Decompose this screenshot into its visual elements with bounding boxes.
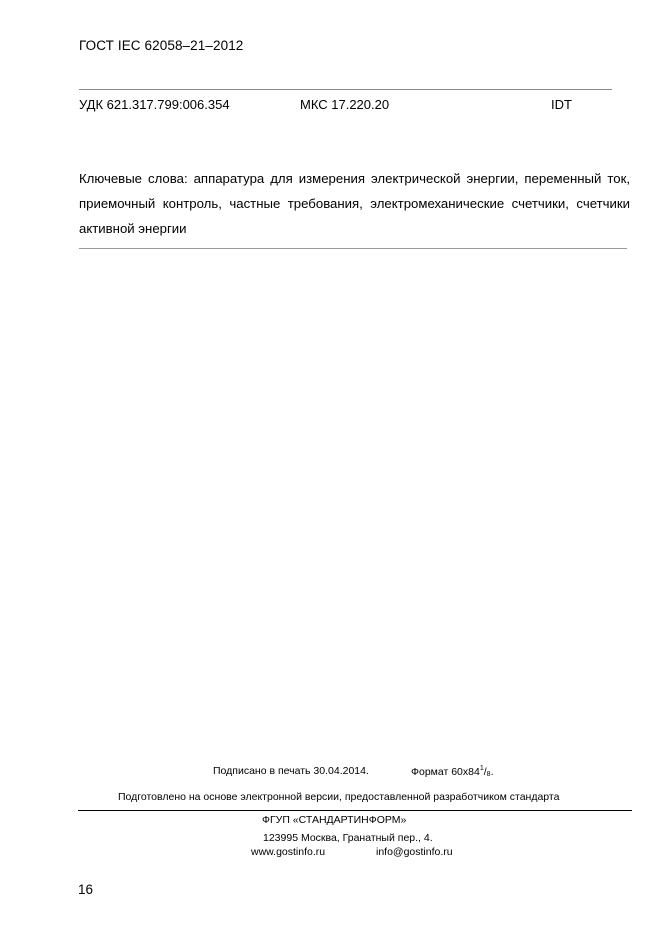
- format-label: Формат 60х84: [411, 766, 480, 778]
- standard-title: ГОСТ IEC 62058–21–2012: [79, 38, 244, 53]
- publisher-website[interactable]: www.gostinfo.ru: [251, 846, 326, 858]
- print-format: [411, 765, 493, 778]
- page-number: 16: [78, 882, 94, 897]
- idt-marker: IDT: [551, 97, 572, 112]
- prepared-note: Подготовлено на основе электронной версии, предоставленной разработчиком стандарта: [118, 791, 560, 803]
- signed-for-print: Подписано в печать 30.04.2014.: [213, 765, 369, 777]
- format-end: .: [490, 766, 494, 778]
- publisher-name: ФГУП «СТАНДАРТИНФОРМ»: [262, 814, 407, 826]
- publisher-address: 123995 Москва, Гранатный пер., 4.: [263, 832, 433, 844]
- format-separator: /: [483, 766, 487, 778]
- top-divider: [79, 89, 612, 90]
- publisher-email[interactable]: info@gostinfo.ru: [376, 846, 453, 858]
- keywords-paragraph: Ключевые слова: аппаратура для измерения электрической энергии, переменный ток, приемочный контроль, частные требования, электромеханические счетчики, счетчики активной энергии: [79, 171, 630, 236]
- keywords-divider: [79, 248, 627, 249]
- format-numerator: 1: [479, 765, 484, 772]
- imprint-divider: [78, 810, 632, 811]
- udk-code: УДК 621.317.799:006.354: [79, 97, 230, 112]
- mks-code: МКС 17.220.20: [300, 97, 390, 112]
- format-denominator: 8: [486, 771, 491, 778]
